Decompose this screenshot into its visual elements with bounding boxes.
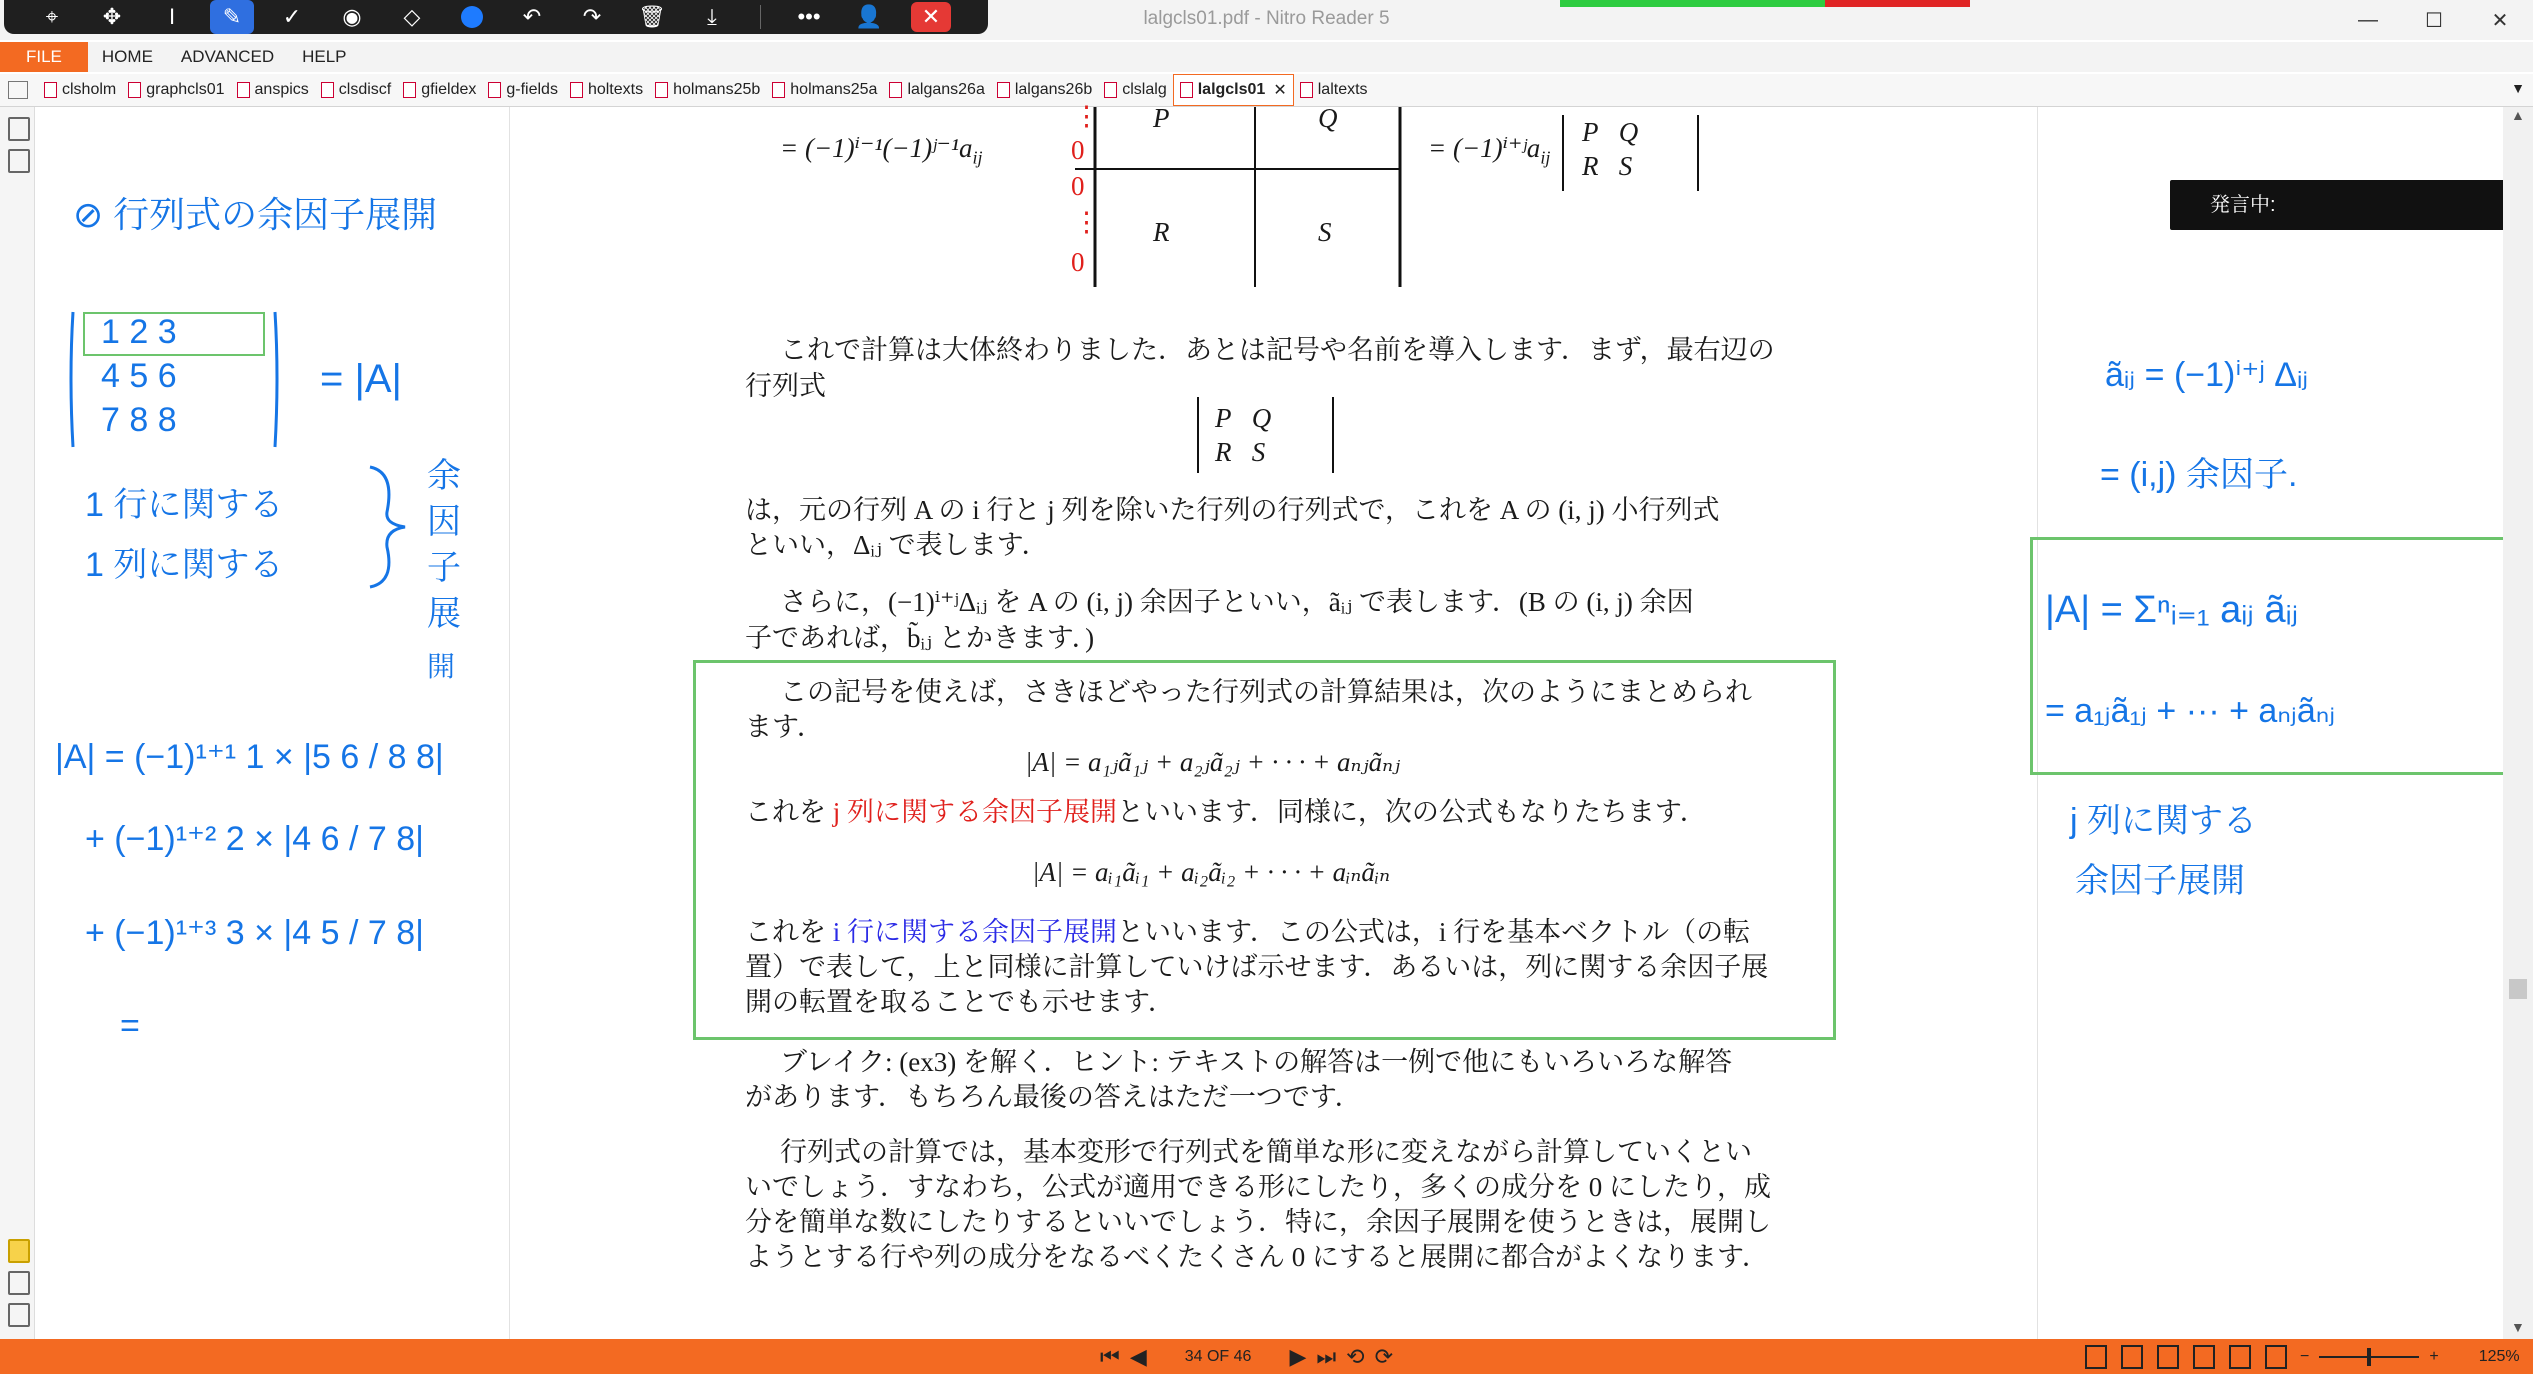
tab-list-icon[interactable] [8,81,28,99]
para5-line4: ようとする行や列の成分をなるべくたくさん 0 にすると展開に都合がよくなります． [745,1242,1769,1272]
redo-icon[interactable]: ↷ [582,4,602,29]
toolbar-divider [760,5,761,29]
handwritten-vertical-5: 開 [427,651,456,682]
handwritten-col-note: j 列に関する [2070,802,2257,840]
handwritten-expanded-formula: = a₁ⱼã₁ⱼ + ··· + aₙⱼãₙⱼ [2045,692,2336,730]
handwritten-note-row: 1 行に関する [85,486,284,524]
maximize-button[interactable]: ☐ [2425,9,2443,32]
minimize-button[interactable]: — [2358,8,2378,31]
continuous-icon[interactable] [2121,1345,2143,1369]
tab-label: holmans25b [673,81,761,98]
block-S: S [1318,217,1332,247]
page-edge-left [509,107,510,1339]
block-matrix [1055,107,1435,292]
more-icon[interactable]: ••• [797,4,821,29]
menu-bar [0,42,2533,72]
box-line1: この記号を使えば，さきほどやった行列式の計算結果は，次のようにまとめられ [780,677,1752,707]
fit-page-icon[interactable] [2229,1345,2251,1369]
zoom-level[interactable]: 125% [2478,1347,2520,1365]
menu-help[interactable]: HELP [302,47,347,66]
attachments-icon[interactable] [8,1271,30,1295]
pdf-icon [1104,82,1117,98]
color-picker-icon[interactable] [442,0,502,34]
handwritten-expansion-2: + (−1)¹⁺² 2 × |4 6 / 7 8| [85,820,424,858]
tab-label: laltexts [1317,81,1368,98]
tab-gfieldex[interactable] [397,75,482,105]
formula-top-right: = (−1)ⁱ⁺ʲa$_{ij}$ [1428,133,1551,168]
download-icon[interactable]: ⤓ [707,4,717,29]
zero-dots-2: ⋮ [1073,207,1100,237]
tab-label: holmans25a [790,81,878,98]
document-canvas[interactable] [35,101,2500,1339]
tab-overflow-icon[interactable]: ▼ [2511,80,2525,96]
bookmarks-icon[interactable] [8,149,30,173]
minor-top-row1: P Q [1582,117,1639,147]
zoom-out-button[interactable]: − [2300,1347,2310,1365]
zoom-control [2300,1339,2520,1374]
pdf-icon [772,82,785,98]
trash-icon[interactable]: 🗑 [638,4,666,29]
color-dot [461,6,483,28]
formula-row-expansion: |A| = aᵢ₁ãᵢ₁ + aᵢ₂ãᵢ₂ + · · · + aᵢₙãᵢₙ [1032,857,1391,887]
box-line6: 開の転置を取ることでも示せます． [745,987,1175,1017]
tab-label: clslalg [1122,81,1167,98]
para5-line3: 分を簡単な数にしたりするといいでしょう．特に，余因子展開を使うときは，展開し [745,1207,1771,1237]
handwritten-title: ⊘ 行列式の余因子展開 [73,194,438,235]
layers-icon[interactable] [8,1303,30,1327]
menu-file[interactable]: FILE [0,42,88,72]
tab-label: lalgans26b [1014,81,1093,98]
fit-width-icon[interactable] [2265,1345,2287,1369]
last-page-icon[interactable]: ⏭ [1316,1343,1337,1369]
tab-label: anspics [254,81,309,98]
handwritten-matrix-bars [63,307,303,457]
tab-label: clsdiscf [338,81,392,98]
block-P: P [1153,103,1170,133]
scroll-down-icon[interactable]: ▼ [2511,1319,2525,1335]
tab-label: gfieldex [421,81,477,98]
para5-line1: 行列式の計算では，基本変形で行列式を簡単な形に変えながら計算していくとい [780,1137,1752,1167]
tab-graphcls01[interactable] [122,75,230,105]
user-icon[interactable]: 👤 [855,4,883,29]
handwritten-expansion-1: |A| = (−1)¹⁺¹ 1 × |5 6 / 8 8| [55,738,444,776]
handwritten-row2: 4 5 6 [101,357,177,395]
tab-label: g-fields [506,81,558,98]
handwritten-sum-formula: |A| = Σⁿᵢ₌₁ aᵢⱼ ãᵢⱼ [2045,589,2299,631]
page-info[interactable]: 34 OF 46 [1184,1347,1252,1365]
column-expansion-term: j 列に関する余因子展開 [832,797,1118,827]
page-navigation [1100,1339,1393,1374]
window-title: lalgcls01.pdf - Nitro Reader 5 [1143,8,1390,29]
pdf-icon [570,82,583,98]
close-pen-icon[interactable]: ✕ [911,2,951,32]
minor-top-row2: R S [1582,151,1633,181]
para2-line1: は，元の行列 A の i 行と j 列を除いた行列の行列式で，これを A の (i, j) 小行列式 [745,495,1720,525]
handwritten-equals-A: = |A| [320,357,402,401]
prev-page-icon[interactable]: ◀ [1129,1343,1147,1369]
scroll-thumb[interactable] [2509,979,2527,999]
comments-icon[interactable] [8,1239,30,1263]
vertical-scrollbar[interactable] [2503,107,2533,1339]
zero-2: 0 [1071,171,1085,201]
tab-label: graphcls01 [146,81,225,98]
para1-line1: これで計算は大体終わりました．あとは記号や名前を導入します．まず，最右辺の [780,335,1775,365]
handwritten-expansion-4: = [120,1007,140,1045]
zero-1: 0 [1071,135,1085,165]
tab-clslalg[interactable] [1098,75,1172,105]
box-line2: ます． [745,712,824,742]
box-line4: これを i 行に関する余因子展開といいます．この公式は，i 行を基本ベクトル（の転 [745,917,1751,947]
handwritten-vertical-2: 因 [427,503,461,541]
tab-lalgans26a[interactable] [883,75,990,105]
scroll-up-icon[interactable]: ▲ [2511,107,2525,123]
menu-home[interactable]: HOME [101,47,153,66]
left-rail [0,107,35,1339]
tab-anspics[interactable] [231,75,315,105]
row-expansion-term: i 行に関する余因子展開 [832,917,1118,947]
facing-continuous-icon[interactable] [2193,1345,2215,1369]
pen-toolbar [4,0,988,34]
pdf-icon [321,82,334,98]
text-cursor-icon[interactable]: I [168,4,176,29]
pdf-icon [128,82,141,98]
handwritten-vertical-4: 展 [427,595,461,633]
formula-top-left: = $(-1)^{i-1}(-1)ʲ^{-1}a_{ij}$ [780,133,983,168]
undo-icon[interactable]: ↶ [522,4,542,29]
zoom-in-button[interactable]: + [2429,1347,2439,1365]
pages-panel-icon[interactable] [8,117,30,141]
box-line3: これを j 列に関する余因子展開といいます．同様に，次の公式もなりたちます． [745,797,1707,827]
tab-holmans25b[interactable] [649,75,766,105]
tab-laltexts[interactable] [1294,75,1374,105]
check-icon[interactable]: ✓ [282,4,302,29]
eraser-icon[interactable]: ◇ [403,4,421,29]
block-R: R [1153,217,1170,247]
pdf-icon [889,82,902,98]
tab-holtexts[interactable] [564,75,649,105]
minor-row2: R S [1215,437,1266,467]
handwritten-row1: 1 2 3 [101,313,177,351]
document-tabs [0,74,2533,107]
highlight-box-notes [2030,537,2519,775]
para1-line2: 行列式 [745,371,826,401]
handwritten-cofactor-expansion: 余因子展開 [2075,862,2245,900]
single-page-icon[interactable] [2085,1345,2107,1369]
handwritten-brace [365,462,415,592]
zoom-slider[interactable] [2319,1356,2419,1358]
block-Q: Q [1318,103,1338,133]
zero-dots-1: ⋮ [1073,101,1100,131]
first-page-icon[interactable]: ⏮ [1100,1343,1120,1369]
handwritten-cofactor-def: ãᵢⱼ = (−1)ⁱ⁺ʲ Δᵢⱼ [2105,356,2309,394]
tab-label: clsholm [62,81,117,98]
handwritten-vertical-1: 余 [427,457,461,495]
tab-close-icon[interactable]: ✕ [1273,82,1287,99]
tab-label: lalgans26a [907,81,985,98]
highlighter-icon[interactable]: ◉ [342,4,362,29]
tab-clsholm[interactable] [38,75,122,105]
move-icon[interactable]: ✥ [102,4,122,29]
speaking-indicator: 発言中: [2170,180,2510,230]
formula-column-expansion: |A| = a₁ⱼã₁ⱼ + a₂ⱼã₂ⱼ + · · · + aₙⱼãₙⱼ [1025,747,1401,777]
pdf-icon [44,82,57,98]
pdf-icon [488,82,501,98]
menu-advanced[interactable]: ADVANCED [180,47,275,66]
facing-icon[interactable] [2157,1345,2179,1369]
para4-line1: ブレイク: (ex3) を解く．ヒント: テキストの解答は一例で他にもいろいろな解答 [780,1047,1733,1077]
forward-view-icon[interactable]: ⟳ [1374,1343,1394,1369]
tab-lalgcls01[interactable] [1173,74,1294,106]
pointer-icon[interactable]: ⌖ [45,4,59,29]
window-controls [2335,0,2533,40]
box-line5: 置）で表して，上と同様に計算していけば示せます．あるいは，列に関する余因子展 [745,952,1769,982]
pdf-icon [403,82,416,98]
tab-label: holtexts [587,81,644,98]
pdf-icon [655,82,668,98]
handwritten-note-col: 1 列に関する [85,546,284,584]
zoom-slider-knob[interactable] [2367,1348,2371,1366]
handwritten-expansion-3: + (−1)¹⁺³ 3 × |4 5 / 7 8| [85,914,424,952]
pdf-icon [1300,82,1313,98]
zero-3: 0 [1071,247,1085,277]
para4-line2: があります．もちろん最後の答えはただ一つです． [745,1082,1362,1112]
handwritten-row3: 7 8 8 [101,401,177,439]
tab-label: lalgcls01 [1197,81,1266,98]
tab-clsdiscf[interactable] [315,75,397,105]
handwritten-vertical-3: 子 [427,549,461,587]
pen-icon[interactable]: ✎ [210,0,254,34]
recording-indicator [1560,0,1970,7]
status-bar [0,1339,2533,1374]
para3-line1: さらに，(−1)ⁱ⁺ʲΔᵢⱼ を A の (i, j) 余因子といい，ãᵢⱼ で表します．(B の (i, j) 余因 [780,587,1694,617]
pdf-icon [997,82,1010,98]
pdf-icon [237,82,250,98]
close-window-button[interactable]: ✕ [2491,9,2509,32]
handwritten-cofactor-def2: = (i,j) 余因子. [2100,456,2298,494]
next-page-icon[interactable]: ▶ [1289,1343,1307,1369]
tab-g-fields[interactable] [482,75,564,105]
minor-row1: P Q [1215,403,1272,433]
para3-line2: 子であれば，b̃ᵢⱼ とかきます．) [745,623,1095,653]
pdf-icon [1180,82,1193,98]
back-view-icon[interactable]: ⟲ [1346,1343,1365,1369]
para5-line2: いでしょう．すなわち，公式が適用できる形にしたり，多くの成分を 0 にしたり，成 [745,1172,1771,1202]
tab-holmans25a[interactable] [766,75,883,105]
view-mode-icons [2085,1345,2287,1369]
para2-line2: といい，Δᵢⱼ で表します． [745,530,1049,560]
